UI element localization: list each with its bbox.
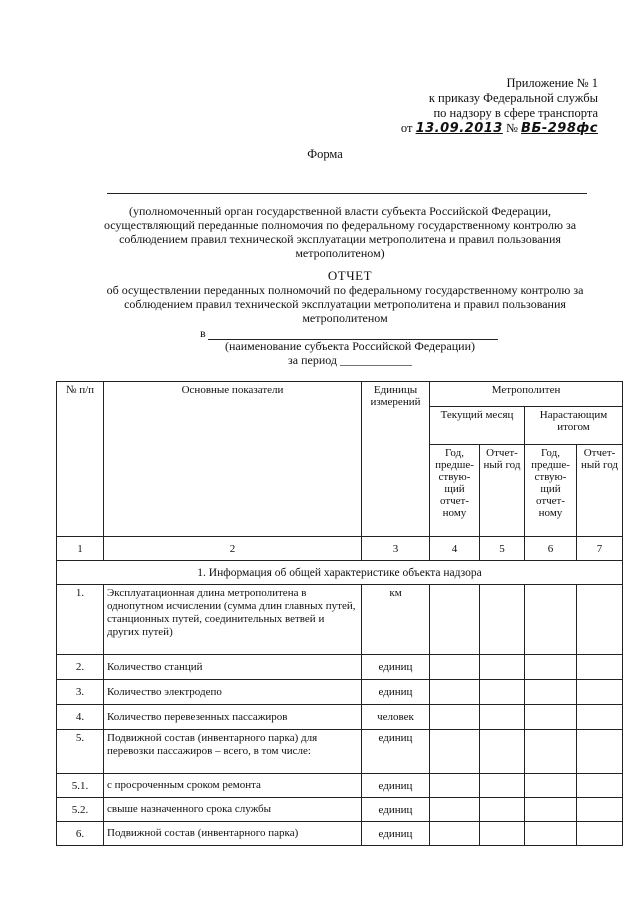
- header-cumulative: Нарастающим итогом: [525, 407, 623, 445]
- row-cell: [525, 822, 577, 846]
- row-cell: [525, 585, 577, 655]
- row-cell: [480, 730, 525, 774]
- header-metro: Метрополитен: [430, 382, 623, 407]
- row-cell: [525, 774, 577, 798]
- table-row: [57, 680, 623, 705]
- row-cell: [480, 585, 525, 655]
- row-cell: [577, 730, 623, 774]
- authority-note: (уполномоченный орган государственной власти субъекта Российской Федерации, осуществляющий переданные полномочия по федеральному государственному контролю за соблюдением правил технической эксплуатации метрополитена и правил пользования метрополитеном): [103, 204, 577, 260]
- row-cell: [480, 655, 525, 680]
- subject-note: (наименование субъекта Российской Федерации): [224, 339, 476, 353]
- row-indicator: с просроченным сроком ремонта: [104, 774, 362, 798]
- col-number-5: 5: [480, 537, 525, 561]
- date-prefix: от: [400, 121, 413, 135]
- row-num: 6.: [57, 822, 104, 846]
- row-cell: [577, 774, 623, 798]
- col-number-2: 2: [104, 537, 362, 561]
- row-cell: [525, 798, 577, 822]
- row-indicator: Подвижной состав (инвентарного парка): [104, 822, 362, 846]
- row-unit: единиц: [362, 730, 430, 774]
- row-cell: [480, 822, 525, 846]
- table-row: [57, 655, 623, 680]
- row-unit: единиц: [362, 680, 430, 705]
- col-number-6: 6: [525, 537, 577, 561]
- row-num: 1.: [57, 585, 104, 655]
- row-indicator: Эксплуатационная длина метрополитена в однопутном исчислении (сумма длин главных путей, станционных путей, соединительных ветвей и других путей): [104, 585, 362, 655]
- report-title: ОТЧЕТ: [327, 268, 373, 283]
- row-unit: единиц: [362, 798, 430, 822]
- row-num: 4.: [57, 705, 104, 730]
- row-cell: [430, 680, 480, 705]
- row-cell: [525, 655, 577, 680]
- number-prefix: №: [505, 121, 518, 135]
- row-cell: [577, 705, 623, 730]
- row-cell: [525, 730, 577, 774]
- row-unit: человек: [362, 705, 430, 730]
- header-report-year-2: Отчет-ный год: [577, 445, 623, 537]
- row-num: 5.: [57, 730, 104, 774]
- header-current-month: Текущий месяц: [430, 407, 525, 445]
- row-indicator: Количество перевезенных пассажиров: [104, 705, 362, 730]
- form-label: Форма: [307, 147, 343, 161]
- table-row: [57, 798, 623, 822]
- row-num: 5.1.: [57, 774, 104, 798]
- row-indicator: свыше назначенного срока службы: [104, 798, 362, 822]
- row-indicator: Количество станций: [104, 655, 362, 680]
- row-cell: [430, 730, 480, 774]
- row-cell: [430, 822, 480, 846]
- table-row: [57, 585, 623, 655]
- header-report-year-1: Отчет-ный год: [480, 445, 525, 537]
- row-cell: [577, 798, 623, 822]
- handwritten-date: 13.09.2013: [415, 121, 503, 136]
- row-cell: [577, 585, 623, 655]
- appendix-line-2: к приказу Федеральной службы: [428, 91, 598, 105]
- row-cell: [430, 585, 480, 655]
- table-row: [57, 705, 623, 730]
- period-label: за период ____________: [288, 353, 412, 367]
- row-cell: [525, 680, 577, 705]
- row-indicator: Количество электродепо: [104, 680, 362, 705]
- report-description: об осуществлении переданных полномочий по федеральному государственному контролю за соблюдением правил технической эксплуатации метрополитена и правил пользования метрополитеном: [106, 283, 584, 325]
- row-cell: [480, 705, 525, 730]
- table-row: [57, 822, 623, 846]
- appendix-line-3: по надзору в сфере транспорта: [433, 106, 598, 120]
- row-num: 2.: [57, 655, 104, 680]
- row-unit: единиц: [362, 655, 430, 680]
- row-num: 3.: [57, 680, 104, 705]
- row-cell: [430, 655, 480, 680]
- table-row: [57, 774, 623, 798]
- row-num: 5.2.: [57, 798, 104, 822]
- col-number-4: 4: [430, 537, 480, 561]
- header-prev-year-2: Год, предше-ствую-щий отчет-ному: [525, 445, 577, 537]
- col-number-3: 3: [362, 537, 430, 561]
- row-unit: единиц: [362, 774, 430, 798]
- row-cell: [525, 705, 577, 730]
- row-cell: [577, 655, 623, 680]
- row-cell: [480, 680, 525, 705]
- subject-in-label: в: [200, 326, 206, 340]
- appendix-block: [401, 76, 598, 136]
- row-unit: единиц: [362, 822, 430, 846]
- section-heading: 1. Информация об общей характеристике объекта надзора: [57, 561, 623, 585]
- row-cell: [430, 774, 480, 798]
- row-cell: [430, 705, 480, 730]
- row-cell: [577, 822, 623, 846]
- header-units: Единицы измерений: [362, 382, 430, 537]
- header-indicators: Основные показатели: [104, 382, 362, 537]
- row-cell: [480, 798, 525, 822]
- report-table: [56, 381, 623, 846]
- col-number-1: 1: [57, 537, 104, 561]
- handwritten-number: ВБ-298фс: [521, 121, 598, 136]
- row-indicator: Подвижной состав (инвентарного парка) для перевозки пассажиров – всего, в том числе:: [104, 730, 362, 774]
- row-cell: [480, 774, 525, 798]
- row-unit: км: [362, 585, 430, 655]
- appendix-date-line: [401, 121, 598, 136]
- appendix-line-1: Приложение № 1: [506, 76, 598, 90]
- authority-blank-line: [107, 193, 587, 194]
- header-prev-year-1: Год, предше-ствую-щий отчет-ному: [430, 445, 480, 537]
- row-cell: [430, 798, 480, 822]
- row-cell: [577, 680, 623, 705]
- header-num: № п/п: [57, 382, 104, 537]
- col-number-7: 7: [577, 537, 623, 561]
- table-row: [57, 730, 623, 774]
